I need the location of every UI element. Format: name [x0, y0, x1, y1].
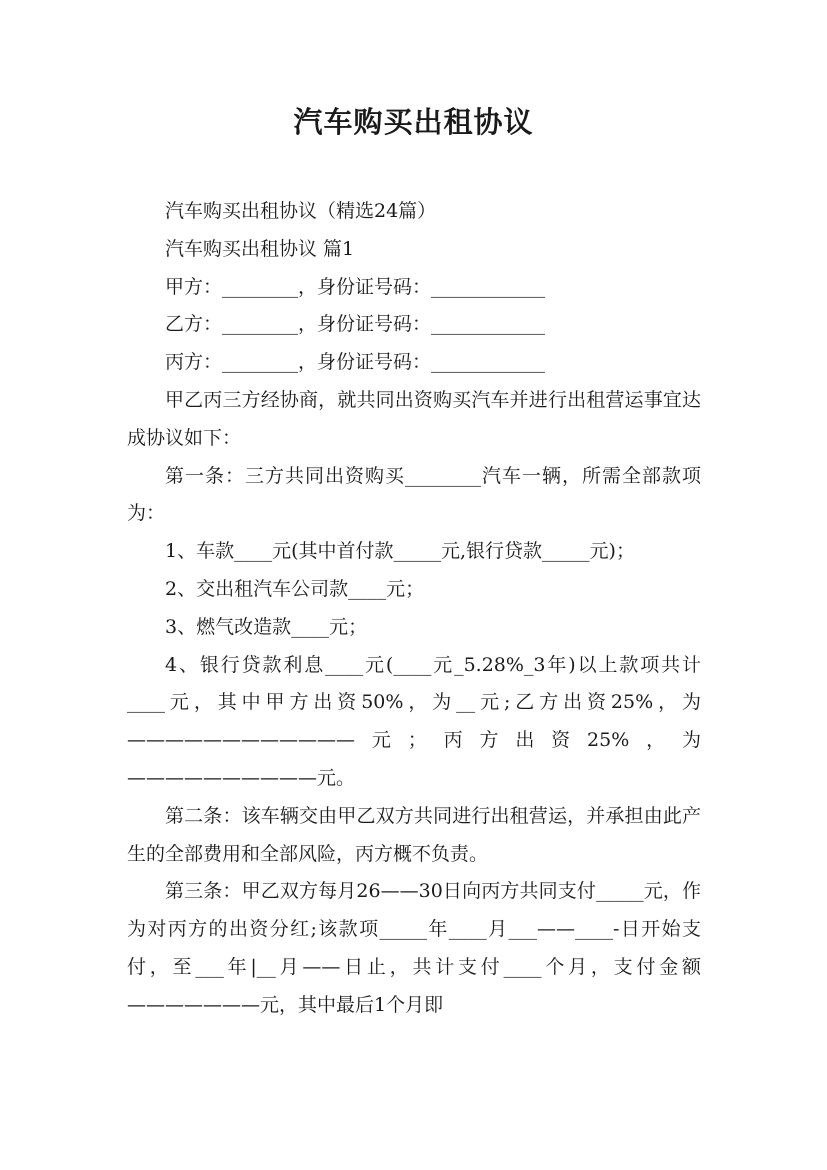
paragraph-article-2: 第二条：该车辆交由甲乙双方共同进行出租营运，并承担由此产生的全部费用和全部风险，丙方概不负责。 [127, 804, 701, 865]
document-title: 汽车购买出租协议 [293, 105, 534, 139]
paragraph-section-heading: 汽车购买出租协议 篇1 [165, 237, 355, 260]
paragraph-item-4: 4、银行贷款利息____元(____元_5.28%_3年)以上款项共计____元，其中甲方出资50%，为__元;乙方出资25%，为————————————元；丙方出资25%，为——————————元。 [127, 653, 701, 789]
paragraph-item-1: 1、车款____元(其中首付款_____元,银行贷款_____元)； [165, 540, 635, 563]
paragraph-article-3: 第三条：甲乙双方每月26——30日向丙方共同支付_____元，作为对丙方的出资分红;该款项_____年____月___——____-日开始支付，至___年|__月——日止，共计支付____个月，支付金额———————元，其中最后1个月即 [127, 880, 701, 1016]
paragraph-party-c: 丙方：________，身份证号码：____________ [165, 351, 546, 374]
paragraph-subtitle: 汽车购买出租协议（精选24篇） [165, 200, 437, 222]
paragraph-article-1: 第一条：三方共同出资购买________汽车一辆，所需全部款项为： [127, 464, 701, 525]
paragraph-item-3: 3、燃气改造款____元； [165, 615, 368, 638]
paragraph-item-2: 2、交出租汽车公司款____元； [165, 577, 425, 600]
document-body [127, 193, 701, 1025]
paragraph-party-a: 甲方：________，身份证号码：____________ [165, 275, 546, 298]
paragraph-intro: 甲乙丙三方经协商，就共同出资购买汽车并进行出租营运事宜达成协议如下： [127, 388, 701, 449]
paragraph-party-b: 乙方：________，身份证号码：____________ [165, 313, 546, 336]
